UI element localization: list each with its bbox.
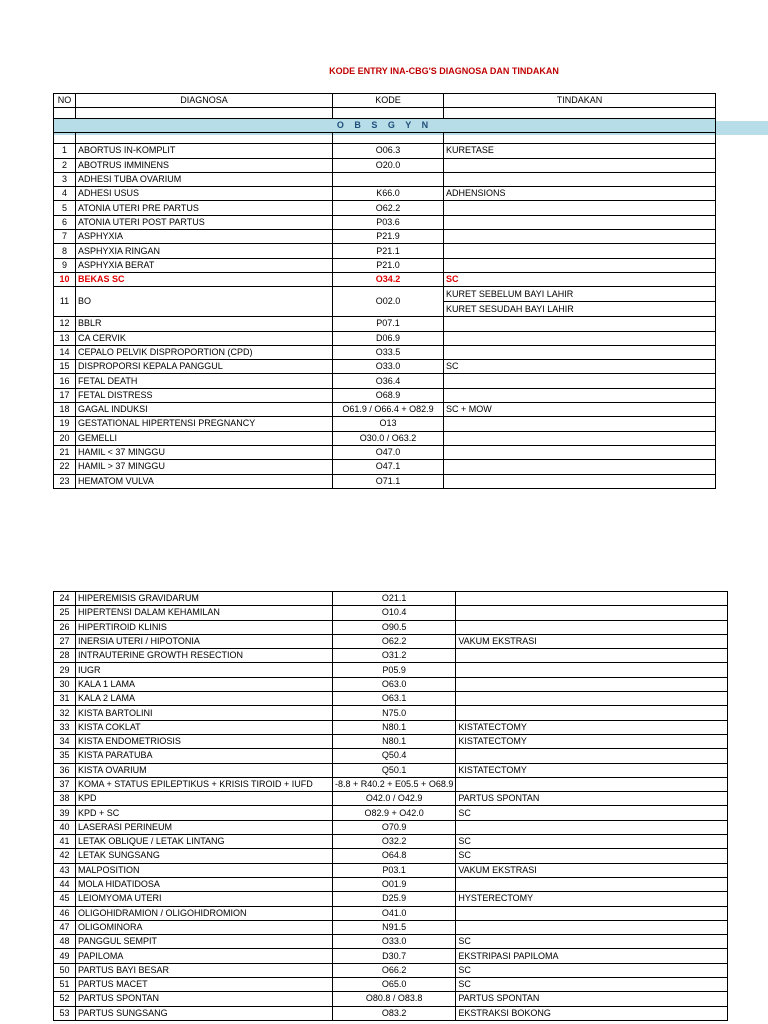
row-diagnosa: CA CERVIK [76, 331, 333, 345]
row-no: 32 [54, 706, 76, 720]
table-row [54, 317, 716, 331]
row-tindakan: SC [444, 272, 716, 286]
row-no: 40 [54, 820, 76, 834]
row-kode: O21.1 [333, 592, 456, 606]
row-kode: O02.0 [333, 287, 444, 317]
header-kode: KODE [333, 94, 444, 108]
row-no: 3 [54, 172, 76, 186]
row-kode: D30.7 [333, 949, 456, 963]
row-kode: O70.9 [333, 820, 456, 834]
row-kode: P07.1 [333, 317, 444, 331]
row-kode: P03.6 [333, 215, 444, 229]
row-diagnosa: PARTUS MACET [76, 978, 333, 992]
row-tindakan [456, 906, 728, 920]
row-tindakan-line: KURET SEBELUM BAYI LAHIR [446, 289, 574, 300]
table-row [54, 592, 728, 606]
row-no: 31 [54, 692, 76, 706]
row-no: 16 [54, 374, 76, 388]
table-row [54, 763, 728, 777]
row-kode: D25.9 [333, 892, 456, 906]
row-kode: O10.4 [333, 606, 456, 620]
row-no: 38 [54, 792, 76, 806]
row-tindakan [456, 677, 728, 691]
row-no: 7 [54, 230, 76, 244]
row-no: 24 [54, 592, 76, 606]
row-tindakan [444, 460, 716, 474]
table-row [54, 835, 728, 849]
row-kode: O47.1 [333, 460, 444, 474]
row-tindakan [444, 287, 716, 317]
row-no: 29 [54, 663, 76, 677]
row-diagnosa: GEMELLI [76, 431, 333, 445]
row-no: 9 [54, 258, 76, 272]
table-row [54, 287, 716, 317]
row-diagnosa: HIPEREMISIS GRAVIDARUM [76, 592, 333, 606]
table-row [54, 230, 716, 244]
table-row [54, 877, 728, 891]
row-kode: P05.9 [333, 663, 456, 677]
row-no: 30 [54, 677, 76, 691]
row-diagnosa: ASPHYXIA RINGAN [76, 244, 333, 258]
row-no: 22 [54, 460, 76, 474]
row-kode: K66.0 [333, 187, 444, 201]
row-no: 37 [54, 777, 76, 791]
row-tindakan [444, 172, 716, 186]
row-tindakan: EKSTRIPASI PAPILOMA [456, 949, 728, 963]
row-kode: O13 [333, 417, 444, 431]
row-kode: O61.9 / O66.4 + O82.9 [333, 403, 444, 417]
table-row [54, 649, 728, 663]
row-diagnosa: GESTATIONAL HIPERTENSI PREGNANCY [76, 417, 333, 431]
row-kode: O47.0 [333, 445, 444, 459]
row-no: 11 [54, 287, 76, 317]
table-row [54, 720, 728, 734]
table-row [54, 403, 716, 417]
row-kode: O66.2 [333, 963, 456, 977]
row-kode: O06.3 [333, 144, 444, 158]
row-diagnosa: BO [76, 287, 333, 317]
table-row [54, 187, 716, 201]
row-no: 42 [54, 849, 76, 863]
row-kode: O62.2 [333, 634, 456, 648]
header-tindakan: TINDAKAN [444, 94, 716, 108]
row-diagnosa: PAPILOMA [76, 949, 333, 963]
row-tindakan: KISTATECTOMY [456, 720, 728, 734]
row-kode: O68.9 [333, 388, 444, 402]
header-no: NO [54, 94, 76, 108]
table-row [54, 360, 716, 374]
table-row [54, 172, 716, 186]
table-row [54, 906, 728, 920]
row-tindakan: PARTUS SPONTAN [456, 992, 728, 1006]
row-no: 41 [54, 835, 76, 849]
row-tindakan [444, 258, 716, 272]
table-row [54, 158, 716, 172]
row-kode: O80.8 / O83.8 [333, 992, 456, 1006]
row-no: 33 [54, 720, 76, 734]
row-kode: O20.0 [333, 158, 444, 172]
table-row [54, 806, 728, 820]
row-tindakan: PARTUS SPONTAN [456, 792, 728, 806]
table-row [54, 963, 728, 977]
document-title: KODE ENTRY INA-CBG'S DIAGNOSA DAN TINDAKAN [329, 66, 559, 76]
row-no: 21 [54, 445, 76, 459]
row-diagnosa: PARTUS SPONTAN [76, 992, 333, 1006]
row-tindakan: SC [456, 835, 728, 849]
row-diagnosa: PARTUS SUNGSANG [76, 1006, 333, 1020]
row-no: 39 [54, 806, 76, 820]
table-row [54, 777, 728, 791]
row-kode: N80.1 [333, 720, 456, 734]
row-kode: O90.5 [333, 620, 456, 634]
row-tindakan [444, 445, 716, 459]
row-no: 5 [54, 201, 76, 215]
row-tindakan: KURETASE [444, 144, 716, 158]
row-tindakan [444, 474, 716, 488]
row-tindakan [444, 201, 716, 215]
row-kode: O63.1 [333, 692, 456, 706]
section-label: O B S G Y N [54, 119, 716, 133]
row-diagnosa: DISPROPORSI KEPALA PANGGUL [76, 360, 333, 374]
row-kode: Q50.4 [333, 749, 456, 763]
row-kode: N91.5 [333, 920, 456, 934]
row-tindakan: KISTATECTOMY [456, 763, 728, 777]
row-kode: O34.2 [333, 272, 444, 286]
row-tindakan [456, 777, 728, 791]
row-kode: O33.5 [333, 345, 444, 359]
row-no: 34 [54, 734, 76, 748]
row-kode: O30.0 / O63.2 [333, 431, 444, 445]
table-row [54, 258, 716, 272]
table-row [54, 749, 728, 763]
row-diagnosa: HAMIL < 37 MINGGU [76, 445, 333, 459]
row-no: 48 [54, 935, 76, 949]
row-diagnosa: OLIGOHIDRAMION / OLIGOHIDROMION [76, 906, 333, 920]
row-tindakan [456, 592, 728, 606]
table-row [54, 201, 716, 215]
row-no: 52 [54, 992, 76, 1006]
row-tindakan [456, 749, 728, 763]
row-diagnosa: HIPERTENSI DALAM KEHAMILAN [76, 606, 333, 620]
table-row [54, 431, 716, 445]
table-row [54, 978, 728, 992]
row-no: 35 [54, 749, 76, 763]
row-tindakan [444, 345, 716, 359]
table-row [54, 992, 728, 1006]
row-diagnosa: MALPOSITION [76, 863, 333, 877]
blank-row [54, 108, 716, 119]
row-diagnosa: ATONIA UTERI PRE PARTUS [76, 201, 333, 215]
row-no: 53 [54, 1006, 76, 1020]
row-tindakan: SC [444, 360, 716, 374]
row-kode: Q50.1 [333, 763, 456, 777]
row-diagnosa: ATONIA UTERI POST PARTUS [76, 215, 333, 229]
row-kode: O42.0 / O42.9 [333, 792, 456, 806]
row-kode: P21.9 [333, 230, 444, 244]
row-diagnosa: KISTA OVARIUM [76, 763, 333, 777]
row-tindakan [444, 431, 716, 445]
table-row [54, 849, 728, 863]
row-kode: O33.0 [333, 935, 456, 949]
row-tindakan: KISTATECTOMY [456, 734, 728, 748]
row-diagnosa: ASPHYXIA [76, 230, 333, 244]
row-diagnosa: FETAL DISTRESS [76, 388, 333, 402]
row-diagnosa: HAMIL > 37 MINGGU [76, 460, 333, 474]
row-diagnosa: PANGGUL SEMPIT [76, 935, 333, 949]
row-no: 10 [54, 272, 76, 286]
blank-row [54, 133, 716, 144]
header-diagnosa: DIAGNOSA [76, 94, 333, 108]
table-row [54, 820, 728, 834]
row-kode: O36.4 [333, 374, 444, 388]
table-row [54, 663, 728, 677]
row-kode: N75.0 [333, 706, 456, 720]
row-kode: O83.2 [333, 1006, 456, 1020]
row-kode: P21.0 [333, 258, 444, 272]
row-no: 50 [54, 963, 76, 977]
row-diagnosa: KISTA BARTOLINI [76, 706, 333, 720]
row-tindakan [456, 692, 728, 706]
row-kode: -8.8 + R40.2 + E05.5 + O68.9 [333, 777, 456, 791]
row-tindakan: SC [456, 978, 728, 992]
row-kode: O71.1 [333, 474, 444, 488]
table-row [54, 620, 728, 634]
row-diagnosa: KISTA COKLAT [76, 720, 333, 734]
row-diagnosa: PARTUS BAYI BESAR [76, 963, 333, 977]
row-tindakan: VAKUM EKSTRASI [456, 863, 728, 877]
row-no: 36 [54, 763, 76, 777]
row-diagnosa: BEKAS SC [76, 272, 333, 286]
row-no: 44 [54, 877, 76, 891]
row-no: 19 [54, 417, 76, 431]
table-row [54, 272, 716, 286]
row-tindakan [456, 706, 728, 720]
row-tindakan: SC [456, 935, 728, 949]
table-row [54, 792, 728, 806]
row-diagnosa: GAGAL INDUKSI [76, 403, 333, 417]
row-kode: O31.2 [333, 649, 456, 663]
row-diagnosa: LETAK SUNGSANG [76, 849, 333, 863]
row-kode: O32.2 [333, 835, 456, 849]
row-tindakan [444, 374, 716, 388]
row-diagnosa: KISTA PARATUBA [76, 749, 333, 763]
row-no: 13 [54, 331, 76, 345]
row-kode: D06.9 [333, 331, 444, 345]
row-tindakan: ADHENSIONS [444, 187, 716, 201]
row-diagnosa: MOLA HIDATIDOSA [76, 877, 333, 891]
row-tindakan: SC [456, 849, 728, 863]
table-row [54, 417, 716, 431]
row-tindakan [456, 606, 728, 620]
row-diagnosa: KISTA ENDOMETRIOSIS [76, 734, 333, 748]
row-tindakan [456, 620, 728, 634]
row-kode [333, 172, 444, 186]
row-diagnosa: KALA 1 LAMA [76, 677, 333, 691]
table-row [54, 935, 728, 949]
row-no: 47 [54, 920, 76, 934]
row-diagnosa: ASPHYXIA BERAT [76, 258, 333, 272]
row-no: 26 [54, 620, 76, 634]
row-tindakan [456, 663, 728, 677]
row-tindakan [444, 158, 716, 172]
row-tindakan [444, 230, 716, 244]
table-row [54, 863, 728, 877]
diagnosis-table-part-2 [53, 591, 728, 1021]
table-row [54, 474, 716, 488]
row-tindakan [444, 215, 716, 229]
table-row [54, 445, 716, 459]
row-diagnosa: ADHESI USUS [76, 187, 333, 201]
row-diagnosa: LETAK OBLIQUE / LETAK LINTANG [76, 835, 333, 849]
row-tindakan [444, 244, 716, 258]
row-tindakan [456, 820, 728, 834]
row-no: 17 [54, 388, 76, 402]
table-row [54, 920, 728, 934]
row-no: 28 [54, 649, 76, 663]
table-row [54, 706, 728, 720]
row-kode: O64.8 [333, 849, 456, 863]
table-row [54, 374, 716, 388]
row-diagnosa: LEIOMYOMA UTERI [76, 892, 333, 906]
row-no: 43 [54, 863, 76, 877]
row-tindakan: SC [456, 963, 728, 977]
row-diagnosa: BBLR [76, 317, 333, 331]
table-row [54, 460, 716, 474]
row-diagnosa: KOMA + STATUS EPILEPTIKUS + KRISIS TIROID + IUFD [76, 777, 333, 791]
table-row [54, 949, 728, 963]
row-no: 2 [54, 158, 76, 172]
row-no: 14 [54, 345, 76, 359]
row-kode: O82.9 + O42.0 [333, 806, 456, 820]
row-kode: O33.0 [333, 360, 444, 374]
table-row [54, 215, 716, 229]
row-kode: O65.0 [333, 978, 456, 992]
row-diagnosa: OLIGOMINORA [76, 920, 333, 934]
table-row [54, 1006, 728, 1020]
row-tindakan: HYSTERECTOMY [456, 892, 728, 906]
row-no: 20 [54, 431, 76, 445]
row-tindakan [456, 877, 728, 891]
row-no: 4 [54, 187, 76, 201]
row-tindakan [444, 317, 716, 331]
row-diagnosa: KPD [76, 792, 333, 806]
row-no: 23 [54, 474, 76, 488]
table-row [54, 144, 716, 158]
row-diagnosa: HEMATOM VULVA [76, 474, 333, 488]
row-diagnosa: HIPERTIROID KLINIS [76, 620, 333, 634]
table-row [54, 606, 728, 620]
row-tindakan: EKSTRAKSI BOKONG [456, 1006, 728, 1020]
row-diagnosa: FETAL DEATH [76, 374, 333, 388]
row-diagnosa: ABORTUS IN-KOMPLIT [76, 144, 333, 158]
row-kode: O62.2 [333, 201, 444, 215]
row-diagnosa: INTRAUTERINE GROWTH RESECTION [76, 649, 333, 663]
row-no: 18 [54, 403, 76, 417]
section-row [54, 119, 716, 133]
table-row [54, 734, 728, 748]
row-tindakan [444, 388, 716, 402]
table-row [54, 244, 716, 258]
row-diagnosa: IUGR [76, 663, 333, 677]
row-no: 27 [54, 634, 76, 648]
row-tindakan [456, 920, 728, 934]
row-diagnosa: LASERASI PERINEUM [76, 820, 333, 834]
row-tindakan [456, 649, 728, 663]
table-row [54, 331, 716, 345]
row-no: 8 [54, 244, 76, 258]
row-diagnosa: ADHESI TUBA OVARIUM [76, 172, 333, 186]
row-kode: P03.1 [333, 863, 456, 877]
row-no: 51 [54, 978, 76, 992]
row-kode: O01.9 [333, 877, 456, 891]
row-tindakan: SC [456, 806, 728, 820]
row-no: 45 [54, 892, 76, 906]
row-no: 15 [54, 360, 76, 374]
table-row [54, 692, 728, 706]
row-no: 1 [54, 144, 76, 158]
table-row [54, 388, 716, 402]
row-tindakan: VAKUM EKSTRASI [456, 634, 728, 648]
row-diagnosa: KPD + SC [76, 806, 333, 820]
row-tindakan [444, 417, 716, 431]
row-no: 46 [54, 906, 76, 920]
row-tindakan-line: KURET SESUDAH BAYI LAHIR [444, 301, 715, 316]
row-no: 25 [54, 606, 76, 620]
table-header-row [54, 94, 716, 108]
row-diagnosa: INERSIA UTERI / HIPOTONIA [76, 634, 333, 648]
row-kode: N80.1 [333, 734, 456, 748]
row-kode: O41.0 [333, 906, 456, 920]
table-row [54, 634, 728, 648]
row-diagnosa: KALA 2 LAMA [76, 692, 333, 706]
table-row [54, 677, 728, 691]
row-kode: O63.0 [333, 677, 456, 691]
table-row [54, 892, 728, 906]
diagnosis-table-part-1 [53, 93, 716, 489]
row-kode: P21.1 [333, 244, 444, 258]
row-no: 49 [54, 949, 76, 963]
row-no: 12 [54, 317, 76, 331]
row-tindakan: SC + MOW [444, 403, 716, 417]
row-tindakan [444, 331, 716, 345]
row-no: 6 [54, 215, 76, 229]
table-row [54, 345, 716, 359]
row-diagnosa: CEPALO PELVIK DISPROPORTION (CPD) [76, 345, 333, 359]
row-diagnosa: ABOTRUS IMMINENS [76, 158, 333, 172]
